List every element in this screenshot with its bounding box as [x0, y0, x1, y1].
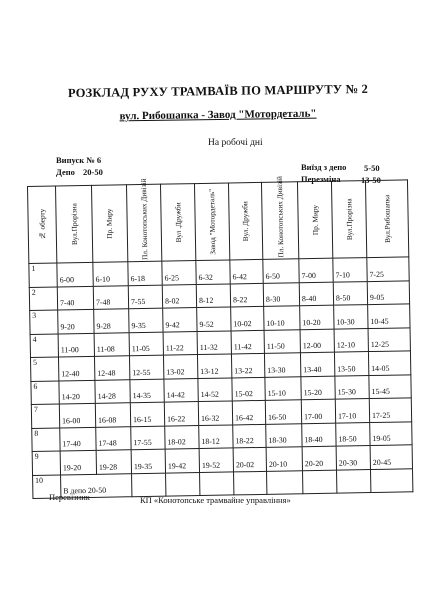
- time-cell: 18-22: [233, 424, 266, 448]
- time-cell: 19-20: [60, 450, 96, 474]
- column-header: [228, 182, 262, 260]
- column-header-wrap: [28, 187, 56, 263]
- trip-number: 2: [29, 286, 57, 310]
- time-cell: 11-42: [231, 330, 264, 354]
- trip-number: 8: [32, 427, 60, 451]
- time-cell: 12-48: [94, 356, 129, 380]
- column-header-wrap: [56, 186, 92, 263]
- column-header: [91, 185, 127, 263]
- time-cell: 16-15: [130, 402, 164, 426]
- empty-cell: [370, 468, 412, 492]
- empty-cell: [200, 471, 234, 495]
- time-cell: 11-32: [197, 330, 231, 354]
- column-header: [194, 183, 229, 261]
- page-title: РОЗКЛАД РУХУ ТРАМВАЇВ ПО МАРШРУТУ № 2: [67, 81, 369, 101]
- time-cell: 10-10: [264, 306, 300, 330]
- time-cell: 13-02: [163, 355, 197, 379]
- time-cell: 15-20: [301, 376, 335, 400]
- time-cell: 12-10: [334, 328, 368, 352]
- column-header: [56, 185, 93, 263]
- release-label: [56, 155, 101, 165]
- time-cell: 13-50: [334, 352, 368, 376]
- time-cell: 14-52: [198, 377, 232, 401]
- time-cell: 20-30: [336, 446, 370, 470]
- exit-time-box: [364, 163, 380, 173]
- time-cell: 10-45: [368, 304, 410, 328]
- column-header-label: Завод "Мотордеталь": [206, 188, 217, 255]
- empty-cell: [267, 470, 303, 494]
- time-cell: 19-28: [96, 450, 131, 474]
- empty-cell: [166, 472, 200, 496]
- empty-cell: [234, 471, 267, 495]
- time-cell: 10-20: [300, 305, 334, 329]
- trip-number: 3: [30, 310, 58, 334]
- column-header-label: Вул.Прорізна: [343, 198, 354, 241]
- time-cell: 6-42: [230, 259, 263, 283]
- column-header-label: Пл. Конотопських Дивізій: [274, 176, 285, 258]
- exit-info: [301, 162, 346, 172]
- time-cell: 9-05: [367, 280, 409, 304]
- column-header: [297, 181, 332, 259]
- time-cell: 9-35: [129, 308, 163, 332]
- time-cell: 10-02: [231, 306, 264, 330]
- time-cell: 11-08: [94, 332, 129, 356]
- time-cell: 17-00: [301, 399, 335, 423]
- time-cell: 20-20: [302, 446, 336, 470]
- time-cell: 7-40: [57, 286, 93, 310]
- time-cell: 18-40: [302, 423, 336, 447]
- time-cell: 14-35: [130, 379, 164, 403]
- time-cell: 16-42: [232, 400, 265, 424]
- time-cell: 6-18: [128, 261, 162, 285]
- time-cell: 14-20: [59, 380, 95, 404]
- time-cell: 15-30: [335, 375, 369, 399]
- time-cell: 18-02: [165, 425, 199, 449]
- empty-cell: [303, 470, 337, 494]
- time-cell: 7-10: [333, 258, 367, 282]
- time-cell: 11-05: [129, 332, 163, 356]
- column-header-wrap: [127, 178, 161, 262]
- column-header-wrap: [161, 184, 195, 261]
- time-cell: 9-52: [197, 307, 231, 331]
- time-cell: 11-22: [163, 331, 197, 355]
- schedule-table: [27, 176, 413, 499]
- time-cell: 6-50: [263, 259, 299, 283]
- time-cell: 10-30: [334, 305, 368, 329]
- time-cell: 12-25: [368, 327, 410, 351]
- trip-number: 6: [31, 380, 59, 404]
- time-cell: 8-22: [230, 283, 263, 307]
- time-cell: 6-10: [93, 262, 128, 286]
- column-header-wrap: [92, 185, 127, 262]
- column-header-label: Вул. Дружби: [240, 201, 251, 242]
- trip-number: 7: [31, 404, 59, 428]
- time-cell: 15-10: [265, 376, 301, 400]
- column-header-wrap: [262, 176, 298, 259]
- time-cell: 12-55: [129, 355, 163, 379]
- time-cell: 6-32: [196, 260, 230, 284]
- time-cell: 13-22: [231, 353, 264, 377]
- time-cell: 19-52: [199, 448, 233, 472]
- time-cell: 16-00: [59, 403, 95, 427]
- time-cell: 16-50: [265, 400, 301, 424]
- route-subtitle: вул. Рибошапка - Завод "Мотордеталь": [119, 107, 317, 123]
- time-cell: 8-12: [196, 283, 230, 307]
- column-header-wrap: [332, 181, 366, 258]
- time-cell: 19-42: [165, 449, 199, 473]
- time-cell: 13-12: [197, 354, 231, 378]
- time-cell: 9-28: [94, 309, 129, 333]
- time-cell: 14-42: [164, 378, 198, 402]
- time-cell: 16-32: [198, 401, 232, 425]
- shift-label: Перезміна: [301, 174, 341, 184]
- time-cell: 20-02: [233, 447, 266, 471]
- time-cell: 17-10: [335, 399, 369, 423]
- column-header-label: Пр. Миру: [104, 208, 115, 239]
- time-cell: 8-50: [333, 281, 367, 305]
- column-header: [261, 176, 298, 260]
- column-header: [126, 178, 161, 262]
- time-cell: 7-55: [128, 285, 162, 309]
- column-header-label: Вул.Прорізна: [68, 203, 79, 246]
- column-header-label: № оберту: [37, 208, 47, 241]
- time-cell: 17-25: [369, 398, 411, 422]
- column-header-wrap: [366, 180, 408, 257]
- empty-cell: [336, 469, 370, 493]
- time-cell: 7-00: [299, 258, 333, 282]
- time-cell: 19-05: [370, 421, 412, 445]
- column-header-label: Пл. Конотопських Дивізій: [138, 178, 149, 261]
- time-cell: 17-40: [60, 427, 96, 451]
- depot-label: Депо: [56, 167, 75, 177]
- time-cell: 9-42: [163, 308, 197, 332]
- column-header-label: Вул.Рибошапка: [381, 194, 392, 243]
- carrier-name: КП «Конотопське трамвайне управління»: [140, 495, 291, 505]
- trip-number: 10: [33, 474, 61, 498]
- time-cell: 9-20: [58, 309, 94, 333]
- time-cell: 18-30: [266, 423, 302, 447]
- time-cell: 8-40: [299, 282, 333, 306]
- shift-time: 13-50: [361, 175, 381, 185]
- time-cell: 20-45: [370, 445, 412, 469]
- time-cell: 8-30: [263, 282, 299, 306]
- header-row: [28, 180, 409, 264]
- depot-return-cell: В депо 20-50: [61, 473, 132, 498]
- time-cell: 14-05: [368, 351, 410, 375]
- release-text: Випуск № 6: [56, 155, 102, 165]
- column-header-wrap: [195, 183, 229, 260]
- column-header: [331, 181, 366, 259]
- time-cell: 14-28: [95, 379, 130, 403]
- trip-number: 9: [32, 451, 60, 475]
- column-header-label: Пр. Миру: [310, 204, 320, 236]
- time-cell: 17-55: [131, 426, 165, 450]
- time-cell: 16-08: [95, 403, 130, 427]
- time-cell: 7-48: [93, 285, 128, 309]
- days-label: На робочі дні: [208, 138, 263, 148]
- time-cell: 16-22: [164, 402, 198, 426]
- time-cell: 11-50: [264, 329, 300, 353]
- time-cell: 18-50: [336, 422, 370, 446]
- time-cell: 19-35: [131, 449, 165, 473]
- time-cell: 15-02: [232, 377, 265, 401]
- time-cell: 13-40: [300, 352, 334, 376]
- time-cell: 13-30: [264, 353, 300, 377]
- depot-info: [56, 167, 103, 177]
- time-cell: 7-25: [367, 257, 409, 281]
- empty-cell: [132, 473, 166, 497]
- carrier-label: Перевізник: [49, 492, 90, 502]
- time-cell: 11-00: [58, 333, 94, 357]
- exit-time: 5-50: [364, 163, 380, 173]
- time-cell: 8-02: [162, 284, 196, 308]
- column-header-wrap: [298, 182, 332, 259]
- column-header-label: Вул .Дружби: [172, 202, 183, 243]
- time-cell: 6-00: [57, 262, 93, 286]
- time-cell: 17-48: [96, 426, 131, 450]
- column-header: [28, 186, 57, 263]
- time-cell: 12-00: [300, 329, 334, 353]
- exit-label: Виїзд з депо: [301, 162, 347, 172]
- time-cell: 12-40: [58, 356, 94, 380]
- column-header-wrap: [229, 183, 262, 260]
- time-cell: 20-10: [266, 447, 302, 471]
- table-body: [29, 257, 413, 499]
- trip-number: 5: [30, 357, 58, 381]
- depot-time: 20-50: [83, 167, 103, 177]
- time-cell: 18-12: [199, 424, 233, 448]
- trip-number: 1: [29, 263, 57, 287]
- trip-number: 4: [30, 333, 58, 357]
- time-cell: 15-45: [369, 374, 411, 398]
- time-cell: 6-25: [162, 261, 196, 285]
- column-header: [365, 180, 408, 258]
- column-header: [160, 184, 195, 262]
